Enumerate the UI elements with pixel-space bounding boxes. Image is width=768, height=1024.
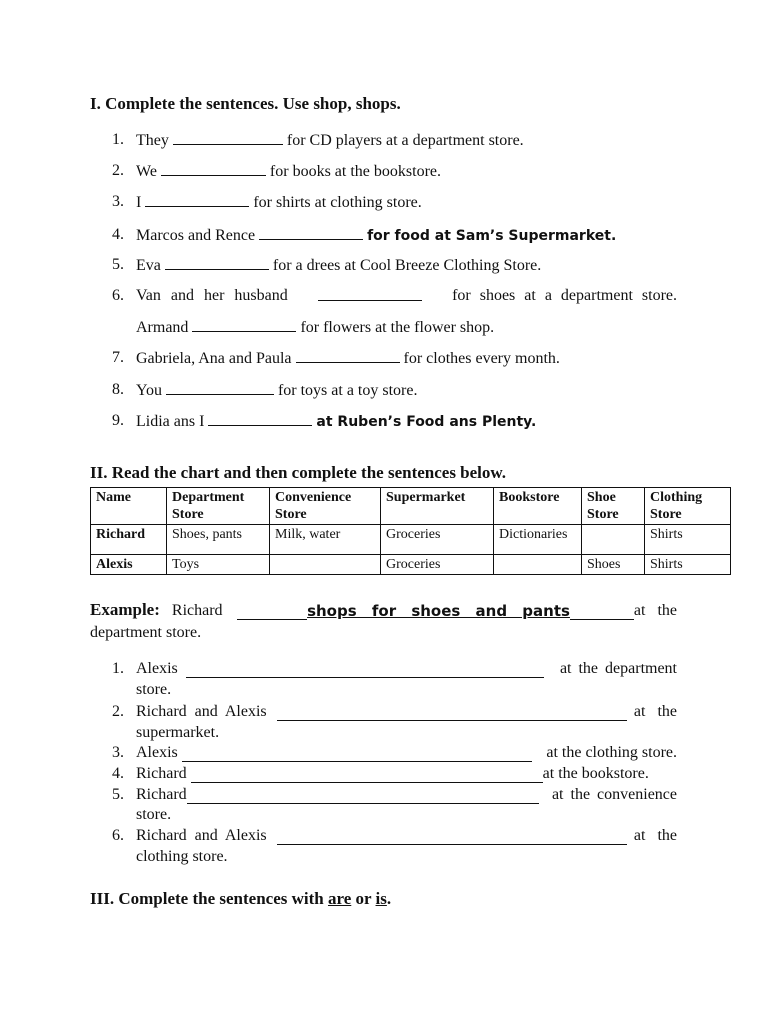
list-item: 6. Richard and Alexis at the [112,827,677,844]
answer-blank[interactable] [277,707,627,721]
list-item: 1. They for CD players at a department store. [112,131,524,149]
chart-cell: Richard [91,525,167,555]
chart-cell [582,525,645,555]
answer-blank[interactable] [165,256,269,270]
chart-header-cell: Shoe Store [582,488,645,525]
table-row [91,525,731,555]
list-item: 9. Lidia ans I at Ruben’s Food ans Plenty. [112,412,537,430]
table-row [91,555,731,575]
chart-cell: Shirts [645,555,731,575]
example-line: Example: Richard shops for shoes and pants at the [90,600,677,620]
section-2-title: II. Read the chart and then complete the sentences below. [90,463,506,482]
chart-cell: Alexis [91,555,167,575]
list-item: 7. Gabriela, Ana and Paula for clothes every month. [112,349,560,367]
chart-cell: Milk, water [270,525,381,555]
chart-cell [494,555,582,575]
chart-header-cell: Supermarket [381,488,494,525]
chart-cell: Groceries [381,525,494,555]
answer-blank[interactable] [208,412,312,426]
list-item: 3. I for shirts at clothing store. [112,193,422,211]
answer-blank[interactable] [187,790,539,804]
answer-blank[interactable] [318,287,422,301]
chart-cell: Groceries [381,555,494,575]
list-item: 4. Marcos and Rence for food at Sam’s Supermarket. [112,226,617,244]
list-item: 4. Richard at the bookstore. [112,765,649,782]
answer-blank[interactable] [173,131,283,145]
list-item: 8. You for toys at a toy store. [112,381,418,399]
chart-cell [270,555,381,575]
list-item: 1. Alexis at the department [112,660,677,677]
answer-blank[interactable] [166,381,274,395]
chart-header-cell: Name [91,488,167,525]
chart-cell: Shirts [645,525,731,555]
chart-cell: Toys [167,555,270,575]
chart-header-cell: Department Store [167,488,270,525]
answer-blank[interactable] [259,226,363,240]
answer-blank[interactable] [296,349,400,363]
list-item: 5. Richard at the convenience [112,786,677,803]
chart-cell: Shoes [582,555,645,575]
list-item: 5. Eva for a drees at Cool Breeze Clothing Store. [112,256,542,274]
example-label: Example: [90,600,160,619]
answer-blank[interactable] [145,193,249,207]
list-item: Armand for flowers at the flower shop. [136,319,495,336]
chart-cell: Dictionaries [494,525,582,555]
answer-blank[interactable] [192,318,296,332]
chart-header-cell: Convenience Store [270,488,381,525]
chart-header-cell: Clothing Store [645,488,731,525]
chart-header-row [91,488,731,525]
store-chart [90,487,731,575]
answer-blank[interactable] [277,831,627,845]
answer-blank[interactable] [182,748,532,762]
list-item: 6. Van and her husband for shoes at a department store. [112,287,677,304]
list-item: 2. Richard and Alexis at the [112,703,677,720]
example-answer: shops for shoes and pants [307,602,570,620]
list-item: 3. Alexis at the clothing store. [112,744,677,761]
list-item: 2. We for books at the bookstore. [112,162,441,180]
answer-blank[interactable] [161,162,266,176]
answer-blank[interactable] [186,664,544,678]
chart-header-cell: Bookstore [494,488,582,525]
chart-cell: Shoes, pants [167,525,270,555]
answer-blank[interactable] [191,769,543,783]
section-1-title: I. Complete the sentences. Use shop, shops. [90,94,401,113]
section-3-title: III. Complete the sentences with are or is. [90,889,392,908]
